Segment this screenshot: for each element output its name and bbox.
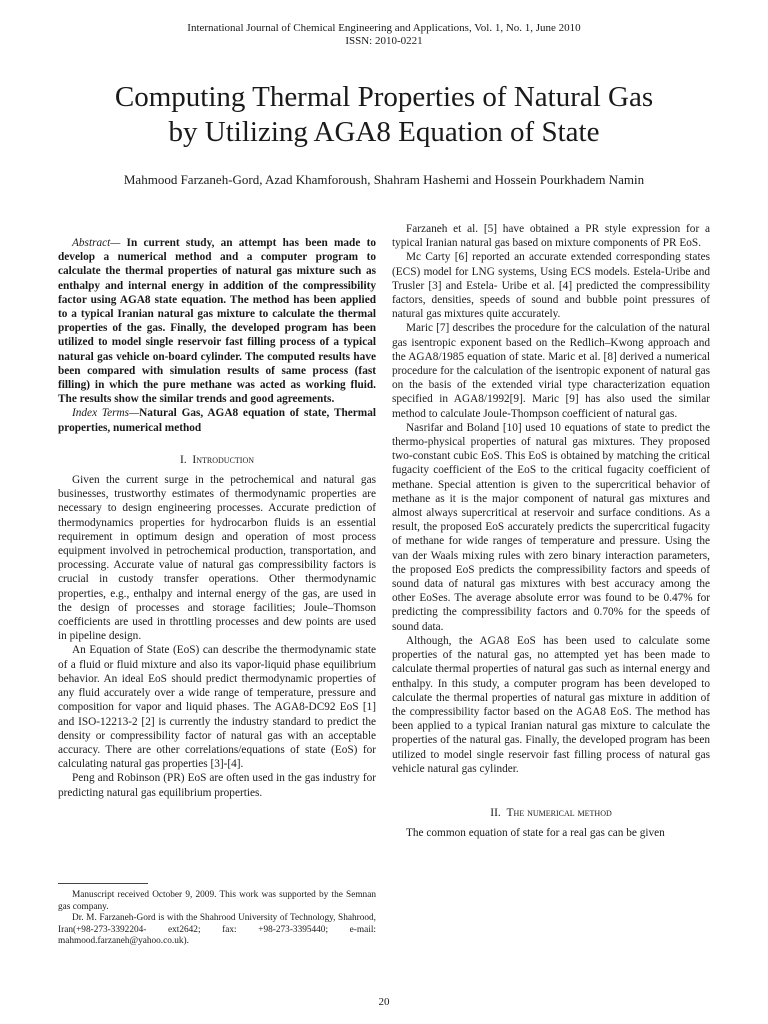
abstract-label: Abstract— <box>72 237 121 249</box>
paper-title-line-1: Computing Thermal Properties of Natural Gas <box>114 81 654 113</box>
journal-citation: International Journal of Chemical Engineering and Applications, Vol. 1, No. 1, June 2010 <box>187 22 581 34</box>
page-number: 20 <box>378 996 390 1008</box>
section-heading-introduction <box>58 453 376 467</box>
section-heading-numerical-method <box>392 806 710 820</box>
author-list: Mahmood Farzaneh-Gord, Azad Khamforoush, Shahram Hashemi and Hossein Pourkhadem Namin <box>123 172 645 187</box>
section-title: The numerical method <box>506 806 612 819</box>
index-terms <box>58 406 376 434</box>
body-paragraph: Maric [7] describes the procedure for the calculation of the natural gas isentropic exponent based on the Redlich–Kwong approach and the AGA8/1985 equation of state. Maric et al. [8] derived a numerical procedure for the calculation of the isentropic exponent of natural gas on the basis of the extended virial type characterization equation specified in AGA8/1992[9]. Maric [9] has also used the similar method to calculate Joule-Thompson coefficient of natural gas. <box>392 322 710 420</box>
index-terms-text: Natural Gas, AGA8 equation of state, Thermal properties, numerical method <box>58 407 376 434</box>
left-column <box>58 236 376 800</box>
section-number: I. <box>179 453 187 466</box>
section-title: Introduction <box>192 453 255 466</box>
body-paragraph: Although, the AGA8 EoS has been used to calculate some properties of the natural gas, no attempted yet has been made to calculate thermal properties of natural gas such as internal energy and enthalpy. In this study, a computer program has been developed to calculate the thermal properties of natural gas mixture in addition of the compressibility factor based on the AGA8 EoS. The method has been applied to a typical Iranian natural gas mixture to calculate the properties of the natural gas. Finally, the developed program has been utilized to model single reservoir fast filling process of natural gas vehicle natural gas cylinder. <box>392 634 710 775</box>
paper-title <box>40 80 728 150</box>
body-paragraph: Mc Carty [6] reported an accurate extended corresponding states (ECS) model for LNG systems, Using ECS models. Estela-Uribe and Trusler [3] and Estela- Uribe et al. [4] predicted the compressibility factors, densities, speeds of sound and bubble point pressures of natural gas mixtures quite accurately. <box>392 251 710 321</box>
journal-issn: ISSN: 2010-0221 <box>345 35 423 47</box>
body-paragraph: An Equation of State (EoS) can describe the thermodynamic state of a fluid or fluid mixture and also its vapor-liquid phase equilibrium behavior. An ideal EoS should predict thermodynamic properties of any fluid accurately over a wide range of temperature, pressure and composition for vapor and liquid phases. The AGA8-DC92 EoS [1] and ISO-12213-2 [2] is currently the industry standard to predict the density or compressibility factor of natural gas with an acceptable accuracy. There are other correlations/equations of state (EoS) for calculating natural gas properties [3]-[4]. <box>58 644 376 771</box>
body-paragraph: The common equation of state for a real gas can be given <box>406 827 665 840</box>
index-terms-label: Index Terms— <box>72 407 140 420</box>
right-column <box>392 222 710 840</box>
footnote-divider <box>58 883 148 884</box>
body-paragraph: Farzaneh et al. [5] have obtained a PR style expression for a typical Iranian natural gas based on mixture components of PR EoS. <box>392 223 710 250</box>
section-number: II. <box>490 806 501 819</box>
body-paragraph: Peng and Robinson (PR) EoS are often used in the gas industry for predicting natural gas equilibrium properties. <box>58 772 376 799</box>
abstract-text: In current study, an attempt has been made to develop a numerical method and a computer program to calculate the thermal properties of natural gas mixture such as enthalpy and internal energy in addition of the compressibility factor using AGA8 state equation. The method has been applied to a typical Iranian natural gas mixture to calculate the thermal properties of the gas. Finally, the developed program has been utilized to model single reservoir fast filling process of a typical natural gas vehicle on-board cylinder. The computed results have been compared with simulation results of same process (fast filling) in which the pure methane was acted as working fluid. The results show the similar trends and good agreements. <box>58 237 376 406</box>
journal-header <box>0 22 768 48</box>
paper-title-line-2: by Utilizing AGA8 Equation of State <box>168 116 600 148</box>
footnotes <box>58 890 376 948</box>
body-paragraph: Nasrifar and Boland [10] used 10 equations of state to predict the thermo-physical properties of natural gas mixtures. They proposed two-constant cubic EoS. This EoS is obtained by matching the critical fugacity coefficient of the EoS to the critical fugacity coefficient of methane. Special attention is given to the supercritical behavior of methane as it is the major component of natural gas mixtures and almost always supercritical at reservoir and surface conditions. As a result, the proposed EoS accurately predicts the supercritical fugacity of methane for wide ranges of temperature and pressure. Using the van der Waals mixing rules with zero binary interaction parameters, the proposed EoS predicts the compressibility factors and speeds of sound data of natural gas mixtures with best accuracy among the other EoSes. The average absolute error was found to be 0.47% for predicting the compressibility factors and 0.70% for the speeds of sound data. <box>392 421 710 633</box>
footnote: Manuscript received October 9, 2009. This work was supported by the Semnan gas company. <box>58 890 376 912</box>
footnote: Dr. M. Farzaneh-Gord is with the Shahrood University of Technology, Shahrood, Iran(+98-273-3392204- ext2642; fax: +98-273-3395440; e-mail: mahmood.farzaneh@yahoo.co.uk). <box>58 913 376 946</box>
body-paragraph: Given the current surge in the petrochemical and natural gas businesses, trustworthy estimates of thermodynamic properties are necessary to design engineering processes. Accurate prediction of thermodynamics properties for hydrocarbon fluids is an essential requirement in optimum design and operation of most process equipment involved in petrochemical production, transportation, and processing. Accurate value of natural gas compressibility factors is crucial in custody transfer operations. Other thermodynamic properties, e.g., enthalpy and internal energy of the gas, are used in the design of processes and storage facilities; Joule–Thomson coefficients are used in throttling processes and dew points are used in pipeline design. <box>58 474 376 643</box>
abstract <box>58 236 376 406</box>
